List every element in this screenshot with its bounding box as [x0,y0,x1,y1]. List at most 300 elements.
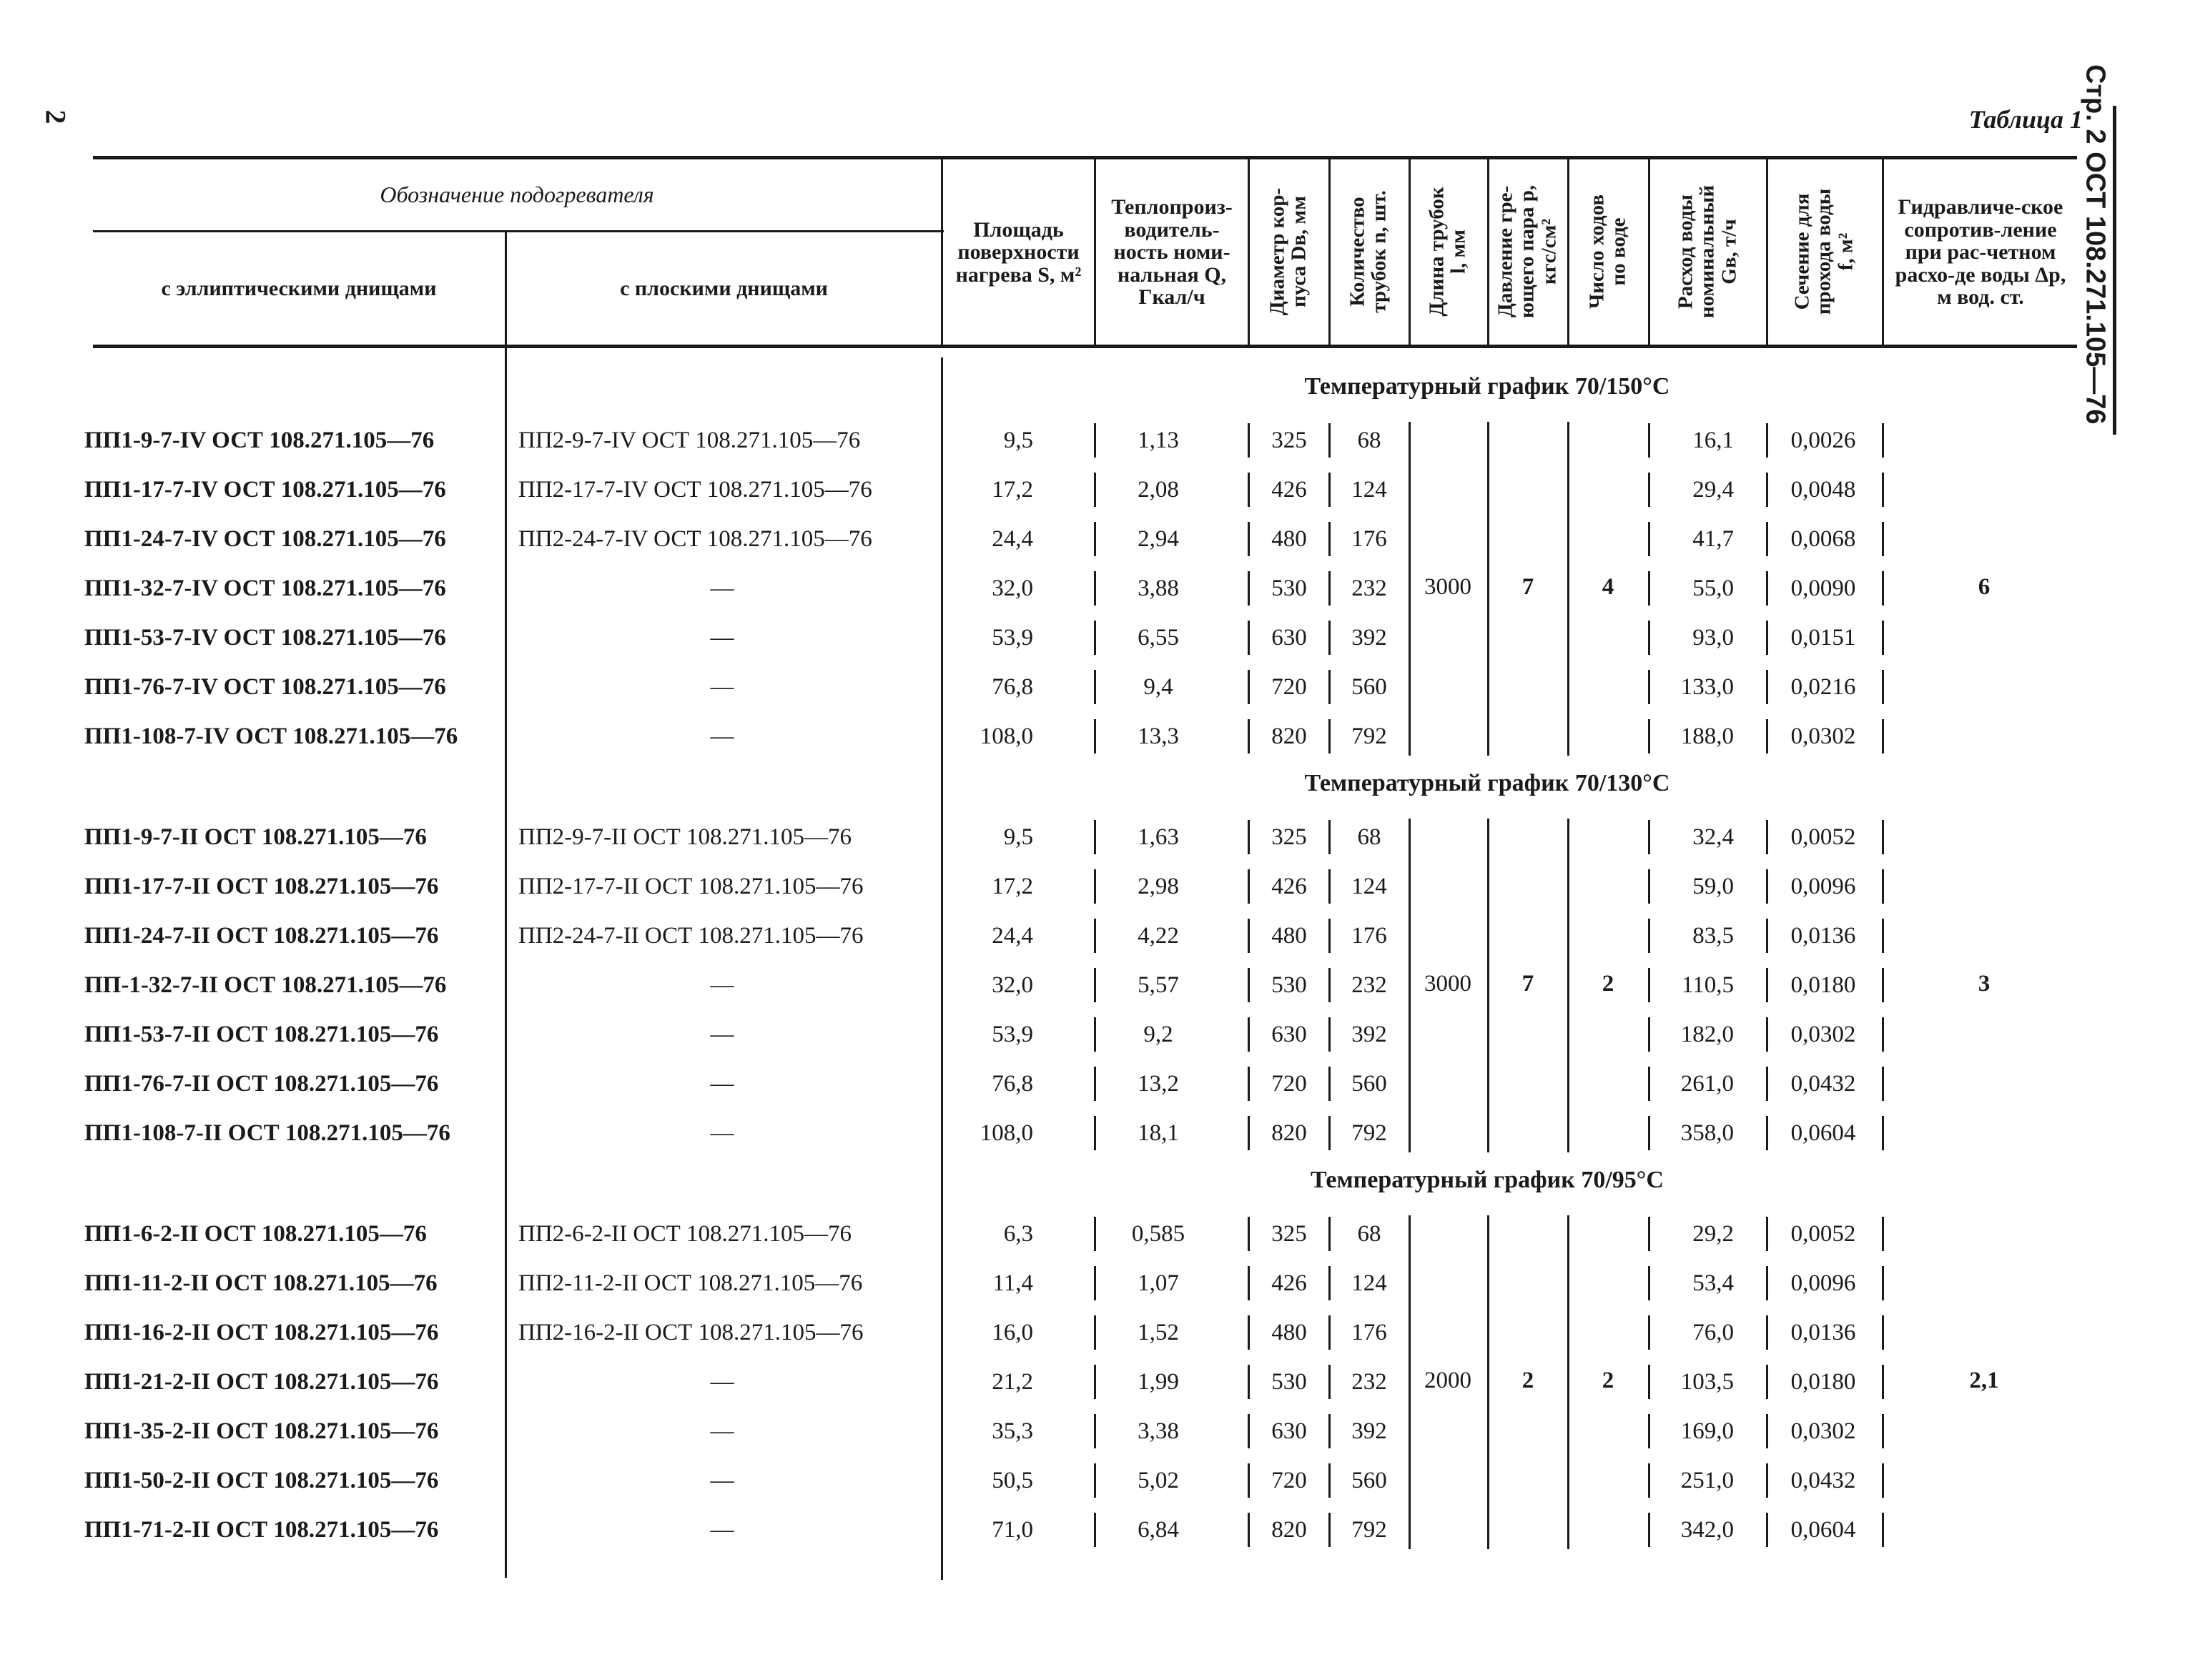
cell-flat: — [710,1468,734,1493]
cell-flat: — [710,723,734,749]
cell-divider [1248,719,1250,753]
cell-tubes: 560 [1351,1468,1387,1493]
cell-tubes: 124 [1351,874,1387,899]
cell-heat: 9,4 [1143,674,1173,700]
cell-area: 17,2 [992,477,1033,503]
cell-divider [1882,522,1884,556]
cell-area: 16,0 [992,1320,1033,1345]
cell-flat: — [710,1369,734,1395]
cell-divider [1248,1513,1250,1547]
cell-flow: 29,4 [1692,477,1734,503]
cell-tubes: 392 [1351,1022,1387,1047]
cell-section: 0,0096 [1790,1270,1856,1296]
cell-elliptic: ПП1-76-7-IV ОСТ 108.271.105—76 [84,674,446,700]
cell-heat: 1,07 [1138,1270,1179,1296]
cell-divider [1094,1513,1096,1547]
cell-diameter: 530 [1271,575,1307,601]
cell-divider [1882,1116,1884,1150]
cell-diameter: 530 [1271,972,1307,998]
cell-divider [1648,820,1650,854]
cell-divider [1648,423,1650,458]
cell-divider [1766,869,1768,904]
cell-diameter: 325 [1271,428,1307,453]
cell-divider [1766,621,1768,655]
cell-heat: 5,02 [1138,1468,1179,1493]
header-diameter: Диаметр кор- пуса Dв, мм [1266,187,1311,316]
cell-heat: 2,08 [1138,477,1179,503]
cell-divider [1094,869,1096,904]
cell-divider [1094,670,1096,704]
cell-area: 32,0 [992,575,1033,601]
cell-area: 24,4 [992,526,1033,552]
cell-divider [1766,1266,1768,1300]
cell-tubes: 176 [1351,526,1387,552]
cell-divider [1328,1315,1331,1350]
header-sep [1328,157,1331,347]
cell-divider [1248,1365,1250,1399]
cell-section: 0,0052 [1790,1221,1856,1247]
cell-divider [1094,621,1096,655]
cell-section: 0,0180 [1790,1369,1856,1395]
cell-section: 0,0302 [1790,1418,1856,1444]
cell-divider [1766,820,1768,854]
header-heat: Теплопроиз-водитель-ность номи-нальная Q, Гкал/ч [1111,195,1233,310]
cell-elliptic: ПП1-6-2-II ОСТ 108.271.105—76 [84,1221,427,1247]
cell-diameter: 630 [1271,1418,1307,1444]
cell-divider [1766,1365,1768,1399]
cell-divider [1094,719,1096,753]
header-passes: Число ходов по воде [1585,194,1630,310]
merged-resistance: 6 [1978,574,1991,600]
cell-divider [1766,1513,1768,1547]
merged-pressure: 2 [1521,1368,1534,1393]
cell-divider [1648,571,1650,606]
cell-divider [1248,1067,1250,1101]
cell-section: 0,0136 [1790,1320,1856,1345]
cell-elliptic: ПП1-50-2-II ОСТ 108.271.105—76 [84,1468,439,1493]
cell-flat: ПП2-17-7-IV ОСТ 108.271.105—76 [518,477,872,503]
cell-divider [1094,1067,1096,1101]
cell-divider [1328,423,1331,458]
cell-divider [1882,1315,1884,1350]
header-sep [1487,157,1489,347]
cell-elliptic: ПП1-9-7-II ОСТ 108.271.105—76 [84,824,427,850]
cell-flow: 93,0 [1692,625,1734,651]
header-pressure: Давление гре- ющего пара р, кгс/см² [1494,184,1561,319]
cell-divider [1248,869,1250,904]
cell-divider [1882,869,1884,904]
cell-flat: — [710,625,734,651]
cell-area: 11,4 [992,1270,1033,1296]
cell-divider [1882,968,1884,1002]
cell-flat: — [710,575,734,601]
header-tubes-count: Количество трубок n, шт. [1346,190,1391,313]
cell-divider [1766,1414,1768,1448]
cell-diameter: 480 [1271,923,1307,949]
cell-elliptic: ПП1-17-7-II ОСТ 108.271.105—76 [84,874,439,899]
cell-diameter: 325 [1271,824,1307,850]
header-resistance: Гидравличе-ское сопротив-ление при рас-четном расхо-де воды Δр, м вод. ст. [1895,195,2066,310]
cell-heat: 1,13 [1138,428,1179,453]
header-flat: с плоскими днищами [620,277,828,301]
cell-heat: 3,88 [1138,575,1179,601]
merged-length: 2000 [1424,1368,1471,1393]
cell-flow: 59,0 [1692,874,1734,899]
section-title: Температурный график 70/150°С [1304,373,1670,400]
cell-heat: 6,55 [1138,625,1179,651]
header-flow: Расход воды номинальный Gв, т/ч [1674,184,1741,319]
cell-elliptic: ПП1-16-2-II ОСТ 108.271.105—76 [84,1320,439,1345]
cell-tubes: 792 [1351,1517,1387,1543]
cell-heat: 6,84 [1138,1517,1179,1543]
header-sep [1567,157,1569,347]
cell-elliptic: ПП1-17-7-IV ОСТ 108.271.105—76 [84,477,446,503]
cell-elliptic: ПП1-53-7-IV ОСТ 108.271.105—76 [84,625,446,651]
cell-area: 32,0 [992,972,1033,998]
cell-divider [1094,473,1096,507]
cell-divider [1648,1315,1650,1350]
cell-divider [1648,1067,1650,1101]
cell-divider [1328,1217,1331,1251]
header-sep [1648,157,1650,347]
cell-diameter: 720 [1271,1071,1307,1097]
cell-divider [1328,919,1331,953]
cell-tubes: 792 [1351,723,1387,749]
cell-divider [1328,1414,1331,1448]
cell-divider [1882,423,1884,458]
cell-divider [1328,522,1331,556]
merged-pressure: 7 [1521,574,1534,600]
cell-flow: 251,0 [1680,1468,1734,1493]
cell-flat: — [710,674,734,700]
cell-tubes: 176 [1351,1320,1387,1345]
cell-divider [1766,522,1768,556]
cell-divider [1248,1463,1250,1498]
cell-heat: 3,38 [1138,1418,1179,1444]
cell-elliptic: ПП1-76-7-II ОСТ 108.271.105—76 [84,1071,439,1097]
cell-divider [1248,670,1250,704]
cell-flow: 182,0 [1680,1022,1734,1047]
cell-divider [1648,473,1650,507]
side-label: Стр. 2 ОСТ 108.271.105—76 [2080,64,2111,425]
header-sep [1409,157,1411,347]
merged-length: 3000 [1424,574,1471,600]
cell-tubes: 68 [1357,824,1381,850]
cell-divider [1648,919,1650,953]
cell-elliptic: ПП1-21-2-II ОСТ 108.271.105—76 [84,1369,439,1395]
cell-elliptic: ПП1-32-7-IV ОСТ 108.271.105—76 [84,575,446,601]
cell-section: 0,0302 [1790,1022,1856,1047]
cell-flow: 53,4 [1692,1270,1734,1296]
header-designation: Обозначение подогревателя [380,182,654,208]
cell-divider [1882,719,1884,753]
table-label: Таблица 1 [1968,105,2083,134]
cell-area: 9,5 [1003,428,1033,453]
cell-elliptic: ПП1-108-7-IV ОСТ 108.271.105—76 [84,723,458,749]
cell-divider [1328,571,1331,606]
cell-divider [1882,670,1884,704]
cell-divider [1248,968,1250,1002]
cell-diameter: 630 [1271,1022,1307,1047]
cell-diameter: 820 [1271,1517,1307,1543]
cell-heat: 9,2 [1143,1022,1173,1047]
cell-divider [1766,1217,1768,1251]
cell-tubes: 560 [1351,674,1387,700]
cell-divider [1766,670,1768,704]
cell-tubes: 232 [1351,1369,1387,1395]
cell-tubes: 232 [1351,972,1387,998]
cell-divider [1648,621,1650,655]
cell-area: 71,0 [992,1517,1033,1543]
cell-divider [1328,621,1331,655]
cell-tubes: 792 [1351,1120,1387,1146]
cell-divider [1248,571,1250,606]
cell-divider [1882,571,1884,606]
cell-divider [1882,621,1884,655]
cell-section: 0,0302 [1790,723,1856,749]
cell-divider [1766,571,1768,606]
cell-divider [1248,820,1250,854]
cell-tubes: 68 [1357,1221,1381,1247]
cell-flat: — [710,1071,734,1097]
merged-passes: 2 [1602,971,1614,997]
cell-divider [1328,1513,1331,1547]
cell-elliptic: ПП1-71-2-II ОСТ 108.271.105—76 [84,1517,439,1543]
cell-divider [1328,1067,1331,1101]
cell-flat: ПП2-6-2-II ОСТ 108.271.105—76 [518,1221,852,1247]
cell-area: 24,4 [992,923,1033,949]
cell-flow: 83,5 [1692,923,1734,949]
cell-elliptic: ПП1-24-7-IV ОСТ 108.271.105—76 [84,526,446,552]
cell-diameter: 426 [1271,477,1307,503]
section-title: Температурный график 70/130°С [1304,770,1670,796]
cell-elliptic: ПП1-108-7-II ОСТ 108.271.105—76 [84,1120,450,1146]
cell-divider [1094,820,1096,854]
cell-divider [1328,473,1331,507]
header-area: Площадь поверхности нагрева S, м² [955,217,1082,287]
cell-divider [1248,1315,1250,1350]
cell-flat: ПП2-9-7-IV ОСТ 108.271.105—76 [518,428,861,453]
cell-flat: — [710,1418,734,1444]
cell-elliptic: ПП-1-32-7-II ОСТ 108.271.105—76 [84,972,447,998]
cell-divider [1882,1266,1884,1300]
cell-divider [1328,968,1331,1002]
cell-elliptic: ПП1-35-2-II ОСТ 108.271.105—76 [84,1418,439,1444]
side-rule [2113,106,2116,435]
cell-divider [1094,1116,1096,1150]
header-section: Сечение для прохода воды f, м² [1790,188,1858,315]
cell-divider [1766,1067,1768,1101]
cell-heat: 1,52 [1138,1320,1179,1345]
cell-divider [1882,1365,1884,1399]
cell-flat: — [710,1022,734,1047]
cell-flow: 169,0 [1680,1418,1734,1444]
cell-flow: 188,0 [1680,723,1734,749]
cell-divider [1766,1116,1768,1150]
cell-heat: 2,98 [1138,874,1179,899]
cell-section: 0,0151 [1790,625,1856,651]
cell-area: 35,3 [992,1418,1033,1444]
cell-divider [1248,1266,1250,1300]
cell-elliptic: ПП1-9-7-IV ОСТ 108.271.105—76 [84,428,435,453]
cell-divider [1882,820,1884,854]
cell-divider [1882,1414,1884,1448]
cell-area: 108,0 [980,723,1033,749]
cell-section: 0,0432 [1790,1071,1856,1097]
cell-elliptic: ПП1-24-7-II ОСТ 108.271.105—76 [84,923,439,949]
cell-elliptic: ПП1-53-7-II ОСТ 108.271.105—76 [84,1022,439,1047]
cell-heat: 4,22 [1138,923,1179,949]
cell-flat: ПП2-11-2-II ОСТ 108.271.105—76 [518,1270,863,1296]
cell-divider [1882,1463,1884,1498]
merged-length: 3000 [1424,971,1471,997]
cell-tubes: 176 [1351,923,1387,949]
cell-divider [1094,1217,1096,1251]
cell-diameter: 720 [1271,1468,1307,1493]
cell-divider [1766,423,1768,458]
cell-tubes: 68 [1357,428,1381,453]
cell-divider [1766,719,1768,753]
cell-divider [1648,1365,1650,1399]
cell-flat: — [710,1120,734,1146]
cell-divider [1094,919,1096,953]
cell-divider [1328,670,1331,704]
cell-heat: 1,99 [1138,1369,1179,1395]
cell-area: 9,5 [1003,824,1033,850]
cell-divider [1094,423,1096,458]
cell-heat: 2,94 [1138,526,1179,552]
cell-divider [1094,1365,1096,1399]
cell-tubes: 124 [1351,477,1387,503]
cell-diameter: 630 [1271,625,1307,651]
cell-diameter: 325 [1271,1221,1307,1247]
cell-divider [1648,968,1650,1002]
cell-heat: 13,3 [1138,723,1179,749]
cell-divider [1766,968,1768,1002]
cell-divider [1328,1365,1331,1399]
cell-divider [1648,1116,1650,1150]
cell-divider [1248,522,1250,556]
cell-divider [1094,571,1096,606]
cell-heat: 5,57 [1138,972,1179,998]
cell-flow: 342,0 [1680,1517,1734,1543]
cell-flat: ПП2-24-7-IV ОСТ 108.271.105—76 [518,526,872,552]
cell-divider [1248,1414,1250,1448]
cell-divider [1882,919,1884,953]
cell-divider [1648,1463,1650,1498]
cell-divider [1766,1315,1768,1350]
cell-divider [1766,919,1768,953]
cell-flow: 16,1 [1692,428,1734,453]
merged-resistance: 3 [1978,971,1991,997]
cell-divider [1766,1463,1768,1498]
cell-flow: 32,4 [1692,824,1734,850]
cell-diameter: 530 [1271,1369,1307,1395]
header-tube-length: Длина трубок l, мм [1425,187,1470,317]
cell-area: 53,9 [992,1022,1033,1047]
cell-divider [1882,473,1884,507]
cell-tubes: 560 [1351,1071,1387,1097]
cell-flow: 110,5 [1681,972,1734,998]
cell-tubes: 124 [1351,1270,1387,1296]
cell-tubes: 392 [1351,1418,1387,1444]
cell-diameter: 480 [1271,1320,1307,1345]
cell-divider [1328,1266,1331,1300]
header-bottom-rule [93,345,2077,348]
cell-divider [1882,1017,1884,1052]
cell-divider [1766,1017,1768,1052]
cell-area: 17,2 [992,874,1033,899]
cell-divider [1248,1116,1250,1150]
cell-divider [1248,1217,1250,1251]
cell-flat: ПП2-17-7-II ОСТ 108.271.105—76 [518,874,864,899]
cell-divider [1882,1513,1884,1547]
cell-tubes: 232 [1351,575,1387,601]
merged-resistance: 2,1 [1969,1368,1999,1393]
cell-flat: ПП2-24-7-II ОСТ 108.271.105—76 [518,923,864,949]
header-top-rule [93,156,2077,159]
cell-divider [1248,621,1250,655]
cell-flow: 76,0 [1692,1320,1734,1345]
cell-area: 76,8 [992,674,1033,700]
cell-divider [1094,1017,1096,1052]
cell-divider [1648,670,1650,704]
cell-section: 0,0136 [1790,923,1856,949]
cell-section: 0,0068 [1790,526,1856,552]
page-number: 2 [39,109,72,124]
cell-section: 0,0096 [1790,874,1856,899]
cell-section: 0,0052 [1790,824,1856,850]
cell-diameter: 426 [1271,874,1307,899]
cell-area: 108,0 [980,1120,1033,1146]
cell-diameter: 820 [1271,1120,1307,1146]
cell-divider [1328,820,1331,854]
cell-heat: 13,2 [1138,1071,1179,1097]
cell-diameter: 426 [1271,1270,1307,1296]
cell-divider [1328,869,1331,904]
cell-divider [1648,869,1650,904]
cell-divider [1328,1463,1331,1498]
cell-diameter: 480 [1271,526,1307,552]
cell-divider [1328,719,1331,753]
cell-section: 0,0604 [1790,1517,1856,1543]
cell-flat: ПП2-16-2-II ОСТ 108.271.105—76 [518,1320,864,1345]
cell-section: 0,0604 [1790,1120,1856,1146]
cell-flat: — [710,972,734,998]
cell-flow: 261,0 [1680,1071,1734,1097]
cell-divider [1248,919,1250,953]
cell-divider [1648,522,1650,556]
cell-diameter: 720 [1271,674,1307,700]
cell-divider [1328,1017,1331,1052]
cell-divider [1094,522,1096,556]
cell-section: 0,0432 [1790,1468,1856,1493]
header-mid-rule [93,230,944,232]
cell-flow: 358,0 [1680,1120,1734,1146]
merged-passes: 4 [1602,574,1614,600]
cell-divider [1094,1266,1096,1300]
cell-diameter: 820 [1271,723,1307,749]
cell-divider [1648,1217,1650,1251]
cell-divider [1248,423,1250,458]
cell-divider [1882,1067,1884,1101]
merged-pressure: 7 [1521,971,1534,997]
cell-divider [1648,1414,1650,1448]
cell-flat: — [710,1517,734,1543]
cell-area: 50,5 [992,1468,1033,1493]
cell-section: 0,0048 [1790,477,1856,503]
cell-heat: 18,1 [1138,1120,1179,1146]
